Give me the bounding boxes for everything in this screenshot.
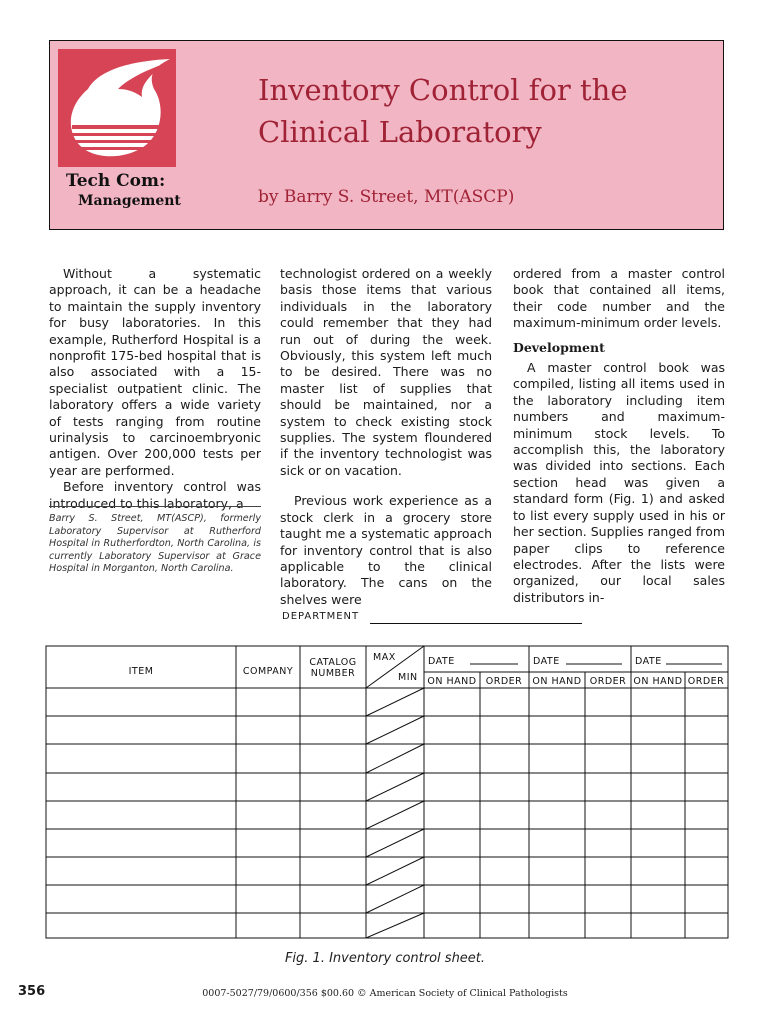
company-header: COMPANY [242, 666, 294, 677]
max-header: MAX [373, 652, 396, 663]
footer-citation: 0007-5027/79/0600/356 $00.60 © American Society of Clinical Pathologists [202, 988, 568, 999]
catalog-number-header: NUMBER [310, 668, 356, 679]
order-header-3: ORDER [687, 676, 725, 687]
article-banner [49, 40, 724, 230]
paragraph: Without a systematic approach, it can be a headache to maintain the supply inventory for busy laboratories. In this example, Rutherford Hospital is a nonprofit 175-bed hospital that is also associated with a 15-specialist outpatient clinic. The laboratory offers a wide variety of tests ranging from routine urinalysis to carcinoembryonic antigen. Over 200,000 tests per year are performed. [49, 266, 261, 478]
inventory-form [44, 644, 734, 942]
paragraph: technologist ordered on a weekly basis those items that various individuals in the laboratory could remember that they had run out of during the week. Obviously, this system left much to be desired. There was no master list of supplies that should be maintained, nor a system to check existing stock supplies. The system floundered if the inventory technologist was sick or on vacation. [280, 266, 492, 478]
paragraph: Previous work experience as a stock clerk in a grocery store taught me a systematic approach for inventory control that is also applicable to the clinical laboratory. The cans on the shelves were [280, 493, 492, 607]
text-column-2 [280, 266, 492, 608]
department-label: DEPARTMENT [282, 611, 360, 622]
paragraph: Before inventory control was introduced to this laboratory, a [49, 479, 261, 511]
on-hand-header-2: ON HAND [532, 676, 582, 687]
text-column-1 [49, 266, 261, 512]
on-hand-header-1: ON HAND [427, 676, 477, 687]
section-title: Tech Com: [66, 171, 166, 191]
paragraph: ordered from a master control book that contained all items, their code number and the maximum-minimum order levels. [513, 266, 725, 331]
figure-caption: Fig. 1. Inventory control sheet. [284, 951, 486, 966]
page-number: 356 [18, 984, 46, 999]
date-header-2: DATE [533, 656, 560, 667]
article-title: Inventory Control for the Clinical Laboratory [258, 73, 628, 149]
text-column-3 [513, 266, 725, 606]
item-header: ITEM [128, 666, 154, 677]
section-heading: Development [513, 339, 605, 355]
on-hand-header-3: ON HAND [633, 676, 683, 687]
date-header-3: DATE [635, 656, 662, 667]
section-label [66, 171, 236, 211]
min-header: MIN [398, 672, 418, 683]
department-line [370, 623, 582, 624]
section-subtitle: Management [78, 193, 181, 209]
order-header-1: ORDER [485, 676, 523, 687]
order-header-2: ORDER [589, 676, 627, 687]
author-bio: Barry S. Street, MT(ASCP), formerly Laboratory Supervisor at Rutherford Hospital in Rutherfordton, North Carolina, is currently Laboratory Supervisor at Grace Hospital in Morganton, North Carolina. [49, 506, 261, 576]
date-header-1: DATE [428, 656, 455, 667]
paragraph: A master control book was compiled, listing all items used in the laboratory including item numbers and maximum-minimum stock levels. To accomplish this, the laboratory was divided into sections. Each section head was given a standard form (Fig. 1) and asked to list every supply used in his or her section. Supplies ranged from paper clips to reference electrodes. After the lists were organized, our local sales distributors in- [513, 360, 725, 605]
article-byline: by Barry S. Street, MT(ASCP) [258, 187, 515, 207]
catalog-header: CATALOG [309, 657, 357, 668]
flask-logo-icon [58, 49, 176, 167]
